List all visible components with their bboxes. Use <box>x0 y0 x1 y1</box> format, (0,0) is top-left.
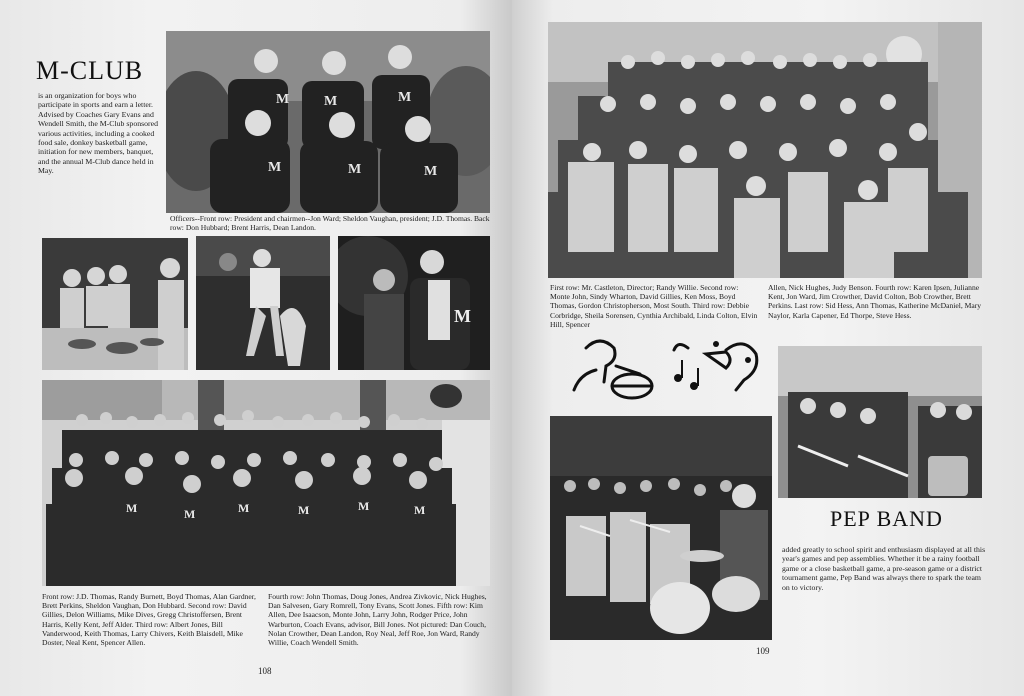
pep-band-drums-photo <box>550 416 772 640</box>
dance-couple-photo <box>338 236 490 370</box>
page-number-right: 109 <box>756 646 770 656</box>
svg-text:M: M <box>358 499 370 513</box>
pep-band-small-photo <box>778 346 982 498</box>
svg-text:M: M <box>298 503 310 517</box>
page-number-left: 108 <box>258 666 272 676</box>
svg-text:M: M <box>324 94 338 109</box>
svg-text:M: M <box>184 507 196 521</box>
band-cartoon-drawing <box>566 330 766 406</box>
m-club-group-photo <box>42 380 490 586</box>
donkey-basketball-photo <box>196 236 330 370</box>
svg-text:M: M <box>454 306 471 326</box>
officers-caption: Officers--Front row: President and chairmen--Jon Ward; Sheldon Vaughan, president; J.D. Thomas. Back row: Don Hubbard; Brent Harris, Dean Landon. <box>170 214 490 233</box>
svg-text:M: M <box>268 160 282 175</box>
svg-text:M: M <box>414 503 426 517</box>
m-club-intro: is an organization for boys who participate in sports and earn a letter. Advised by Coaches Gary Evans and Wendell Smith, the M-Club sponsored various activities, including a cooked food sale, donkey basketball game, initiation for new members, banquet, and the annual M-Club dance held in May. <box>38 91 158 176</box>
right-page <box>512 0 1024 696</box>
m-club-title: M-CLUB <box>36 56 144 85</box>
svg-text:M: M <box>348 162 362 177</box>
food-sale-photo <box>42 238 188 370</box>
group-caption-left: Front row: J.D. Thomas, Randy Burnett, Boyd Thomas, Alan Gardner, Brett Perkins, Sheldon Vaughan, Don Hubbard. Second row: David Gillies, Delon Williams, Mike Dives, Gregg Christoffersen, Brent Harris, Kelly Kent, Jeff Alder. Third row: Albert Jones, Bill Vanderwood, Keith Thomas, Larry Chivers, Keith Blaisdell, Mike Doster, Neal Kent, Spencer Allen. <box>42 592 256 648</box>
svg-text:M: M <box>398 90 412 105</box>
svg-text:M: M <box>126 501 138 515</box>
band-group-photo <box>548 22 982 278</box>
band-caption-left: First row: Mr. Castleton, Director; Randy Willie. Second row: Monte John, Sindy Wharton, David Gillies, Ken Moss, Boyd Thomas, Gordon Christopherson, Most South. Third row: Debbie Corbridge, Sheila Sorensen, Cynthia Archibald, Linda Colton, Elvin Hill, Spencer <box>550 283 758 329</box>
pep-band-text: added greatly to school spirit and enthusiasm displayed at all this year's games and pep assemblies. Whether it be a rainy football game or a close basketball game, a pre-season game or a district tournament game, Pep Band was always there to spark the team on to victory. <box>782 545 986 592</box>
group-caption-right: Fourth row: John Thomas, Doug Jones, Andrea Zivkovic, Nick Hughes, Dan Salvesen, Gary Romrell, Tony Evans, Scott Jones. Fifth row: Kim Allen, Dee Isaacson, Monte John, Larry John, Rodger Price, John Warburton, Coach Evans, advisor, Bill Jones. Not pictured: Dan Couch, Nolan Crowther, Dean Landon, Roy Neal, Jeff Roe, Jon Ward, Randy Willie, Coach Wendell Smith. <box>268 592 487 648</box>
band-caption-right: Allen, Nick Hughes, Judy Benson. Fourth row: Karen Ipsen, Julianne Kent, Jon Ward, Jim Crowther, David Colton, Bob Crowther, Brett Perkins. Last row: Sid Hess, Ann Thomas, Katherine McDaniel, Mary Naylor, Karla Capener, Ed Thorpe, Steve Hess. <box>768 283 982 320</box>
pep-band-title: PEP BAND <box>830 506 943 531</box>
svg-text:M: M <box>238 501 250 515</box>
svg-text:M: M <box>424 164 438 179</box>
officers-photo <box>166 31 490 213</box>
svg-text:M: M <box>276 92 290 107</box>
